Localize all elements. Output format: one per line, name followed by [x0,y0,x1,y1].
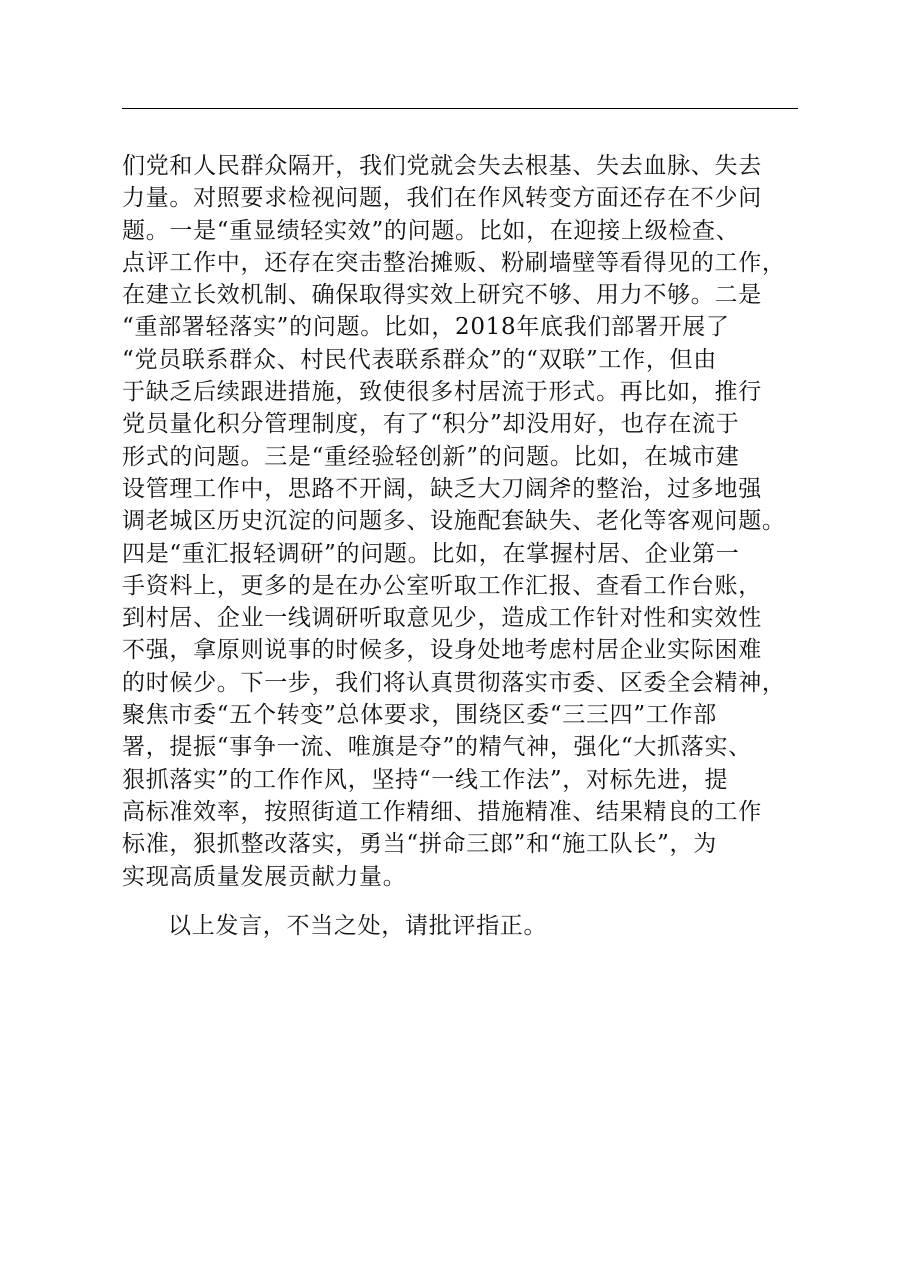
text-line [122,473,812,505]
text-line-content: 形式的问题。三是“重经验轻创新”的问题。比如，在城市建 [122,443,740,470]
text-line-content: 在建立长效机制、确保取得实效上研究不够、用力不够。二是 [122,282,762,309]
text-line-content: 狠抓落实”的工作作风，坚持“一线工作法”，对标先进，提 [122,766,729,793]
text-line [122,634,812,666]
text-line [122,441,812,473]
text-line-content: 聚焦市委“五个转变”总体要求，围绕区委“三三四”工作部 [122,702,717,729]
text-line [122,279,812,311]
text-line [122,408,812,440]
text-line-content: 实现高质量发展贡献力量。 [122,863,407,890]
text-line-content: 的时候少。下一步，我们将认真贯彻落实市委、区委全会精神， [122,669,786,696]
text-line [122,699,812,731]
text-line-content: 署，提振“事争一流、唯旗是夺”的精气神，强化“大抓落实、 [122,734,752,761]
text-line-content: 设管理工作中，思路不开阔，缺乏大刀阔斧的整治，过多地强 [122,475,762,502]
text-line-content: 手资料上，更多的是在办公室听取工作汇报、查看工作台账， [122,572,762,599]
text-line [122,570,812,602]
text-line-content: “重部署轻落实”的问题。比如，2018年底我们部署开展了 [122,314,730,341]
text-line [122,247,812,279]
text-line-content: 四是“重汇报轻调研”的问题。比如，在掌握村居、企业第一 [122,540,740,567]
text-line-content: 题。一是“重显绩轻实效”的问题。比如，在迎接上级检查、 [122,217,740,244]
text-line-content: 点评工作中，还存在突击整治摊贩、粉刷墙壁等看得见的工作， [122,249,786,276]
text-line [122,602,812,634]
text-line-content: 党员量化积分管理制度，有了“积分”却没用好，也存在流于 [122,411,740,438]
text-line [122,861,812,893]
text-line-content: 们党和人民群众隔开，我们党就会失去根基、失去血脉、失去 [122,153,762,179]
text-line-content: 力量。对照要求检视问题，我们在作风转变方面还存在不少问 [122,185,762,212]
text-line [122,311,812,343]
text-line [122,376,812,408]
text-line [122,215,812,247]
text-line [122,796,812,828]
text-line-content: 调老城区历史沉淀的问题多、设施配套缺失、老化等客观问题。 [122,508,786,535]
text-line-content: 高标准效率，按照街道工作精细、措施精准、结果精良的工作 [122,798,762,825]
text-line [122,764,812,796]
text-line [122,150,812,182]
closing-remark: 以上发言，不当之处，请批评指正。 [168,913,548,939]
header-rule [122,108,798,109]
text-line [122,828,812,860]
body-paragraph [122,150,812,893]
text-line-content: 于缺乏后续跟进措施，致使很多村居流于形式。再比如，推行 [122,379,762,406]
text-line-content: 到村居、企业一线调研听取意见少，造成工作针对性和实效性 [122,605,762,632]
text-line [122,667,812,699]
text-line-content: 标准，狠抓整改落实，勇当“拼命三郎”和“施工队长”，为 [122,831,717,858]
text-line [122,505,812,537]
text-line-content: “党员联系群众、村民代表联系群众”的“双联”工作，但由 [122,346,717,373]
text-line [122,538,812,570]
text-line [122,731,812,763]
text-line-content: 不强，拿原则说事的时候多，设身处地考虑村居企业实际困难 [122,637,762,664]
text-line [122,182,812,214]
text-line [122,344,812,376]
